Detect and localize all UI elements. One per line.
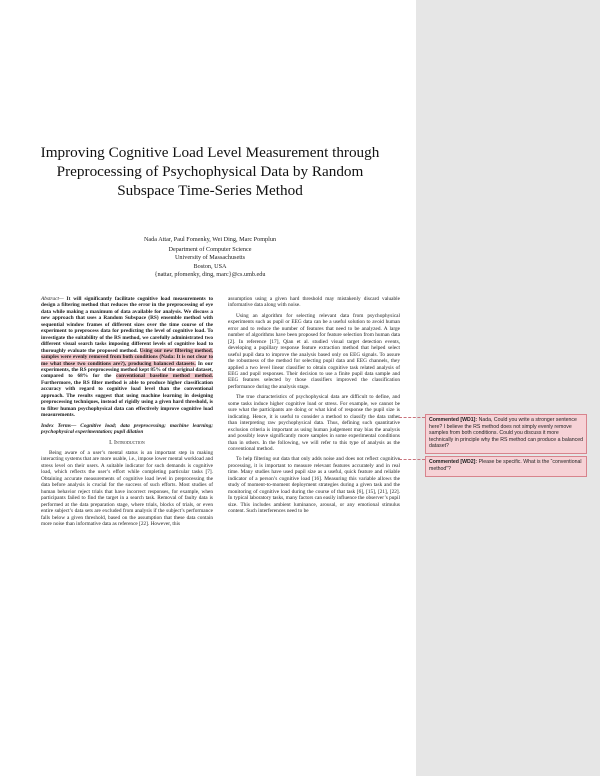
comment-author-tag: Commented [WD1]:: [429, 417, 478, 423]
body-paragraph: To help filtering out data that only adds noise and does not reflect cognitive processing, it is important to measure relevant features accurately and in real time. Many studies have used pupil size as a useful, quick feature and reliable indicator of a person’s cognitive load [16]. Measuring this variable allows the study of moment-to-moment deployment strategies during a given task and the monitoring of cognitive load during the course of that task [6], [15], [21], [22]. In typical laboratory tasks, many factors can easily influence the observer’s pupil size. This includes ambient luminance, arousal, or any emotional stimulus content. Such interferences need to be: [228, 456, 400, 515]
section-heading-introduction: I. Introduction: [109, 439, 145, 446]
body-paragraph: Being aware of a user’s mental status is an important step in making interacting systems that are more usable, i.e., impose lower mental workload and stress level on their users. A suitable indicator for such demands is cognitive load, which reflects the user’s effort while completing particular tasks [7]. Obtaining accurate measurements of cognitive load level in preprocessing the data before analysis is crucial for the success of such efforts. Most studies of human behavior reject trials that have incorrect responses, for example, when participants failed to find the target in a search task. Removal of faulty data is performed at the data preparation stage, where trials, blocks of trials, or even entire subject’s data sets are excluded from analysis if the subject’s performance falls below a given threshold, based on the assumption that these data contain more noise than informative data as reference [22]. However, this: [41, 449, 213, 527]
body-paragraph: Using an algorithm for selecting relevant data from psychophysical experiments such as pupil or EEG data can be a useful solution to avoid human error and to reduce the number of features that need to be analyzed. A large number of algorithms have been proposed for feature selection from human data [2]. In reference [17], Qian et al. studied visual target detection events, developing a pupillary response feature extraction method that helped select useful pupil data to improve the analysis based only on EEG signals. To assure the robustness of the method for selecting pupil data and EEG channels, they applied a two level linear classifier to obtain cognitive task related analysis of EEG and pupil responses. Their decision to use a finite pupil data sample and EEG features selected by those classifiers improved the classification performance during the analysis stage.: [228, 312, 400, 390]
abstract: [41, 296, 213, 419]
comment-text: Nada, Could you write a stronger sentence here? I believe the RS method does not simply evenly remove samples from both conditions. Could you discuss it more technically in principle why the RS method can produce a balanced dataset?: [429, 417, 583, 450]
abstract-text-1: It will significantly facilitate cognitive load measurements to design a filtering method that reduces the error in the preprocessing of eye data while making a maximum of data available for analysis. We discuss a new approach that uses a Random Subspace (RS) ensemble method with sequential window frames of different sizes over the time course of the experiment to preprocess data for predicting the level of cognitive load. To investigate the suitability of the RS method, we carefully administrated two different visual search tasks imposing different levels of cognitive load to thoroughly evaluate the proposed method.: [41, 296, 213, 354]
left-column: [41, 296, 213, 531]
abstract-lead: Abstract—: [41, 296, 64, 302]
index-terms: Index Terms— Cognitive load; data preprocessing; machine learning; psychophysical experimentation; pupil dilation: [41, 422, 213, 436]
comment-balloon-wd1[interactable]: [425, 414, 587, 454]
comment-author-tag: Commented [WD2]:: [429, 459, 478, 465]
body-paragraph: The true characteristics of psychophysical data are difficult to define, and some tasks induce higher cognitive load or stress. For example, we cannot be sure what the participants are doing or what kind of response the pupil size is indicating. Hence, it is useful to consider a method to classify the data rather than interpreting raw psychophysical data. Thus, defining such quantitative exclusion criteria is important as using human judgement may bias the analysis and possibly leave significantly more samples in some experimental conditions than in others. In the following, we will refer to this type of analysis as the conventional method.: [228, 394, 400, 452]
author-block: [80, 236, 340, 280]
abstract-text-3: Furthermore, the RS filter method is able to produce higher classification accuracy with regard to cognitive load level than the conventional approach. The results suggest that using machine learning in designing preprocessing techniques, instead of rigidly using a given hard threshold, is to filter human psychophysical data can effectively improve cognitive load measurements.: [41, 379, 213, 419]
highlight-wd2[interactable]: conventional baseline method method.: [116, 373, 213, 380]
paper-title: Improving Cognitive Load Level Measurement through Preprocessing of Psychophysical Data by Random Subspace Time-Series Method: [40, 144, 380, 199]
comment-balloon-wd2[interactable]: [425, 456, 587, 477]
author-department: Department of Computer Science: [168, 245, 252, 253]
author-email: {nattar, pfomenky, ding, marc}@cs.umb.edu: [154, 271, 266, 279]
comment-anchor-line: [399, 459, 425, 460]
author-names: Nada Attar, Paul Fomenky, Wei Ding, Marc Pomplun: [143, 236, 277, 243]
highlight-wd1[interactable]: Using our new filtering method, samples were evenly removed from both conditions (Nada: It is not clear to me what those two conditions are?), producing balanced datasets.: [41, 347, 213, 367]
abstract-text-2: In our experiments, the RS preprocessing method kept 85% of the original dataset, compared to 68% for the: [41, 360, 213, 380]
author-university: University of Massachusetts: [174, 254, 246, 262]
right-column: [228, 296, 400, 519]
author-city: Boston, USA: [193, 262, 227, 270]
body-paragraph: assumption using a given hard threshold may mistakenly discard valuable informative data along with noise.: [228, 296, 400, 309]
comment-text: Please be specific. What is the “conventional method”?: [429, 459, 582, 472]
comment-margin-pane: [416, 0, 600, 776]
comment-anchor-line: [399, 417, 425, 418]
